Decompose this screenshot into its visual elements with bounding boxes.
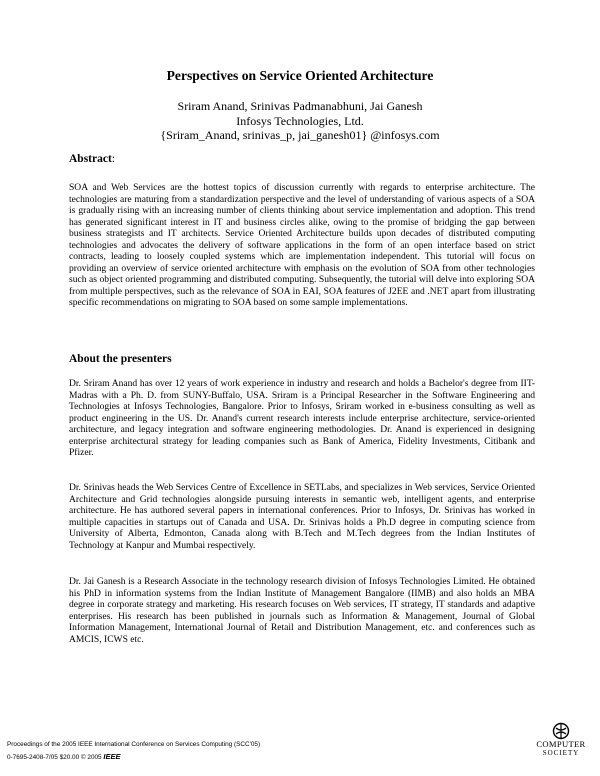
author-emails: {Sriram_Anand, srinivas_p, jai_ganesh01} @infosys.com xyxy=(160,128,440,142)
computer-society-logo xyxy=(528,722,594,757)
presenter-paragraph-ganesh: Dr. Jai Ganesh is a Research Associate in the technology research division of Infosys Technologies Limited. He obtained his PhD in information systems from the Indian Institute of Management Bangalore (IIMB) and also holds an MBA degree in corporate strategy and marketing. His research focuses on Web services, IT strategy, IT standards and adaptive enterprises. His research has been published in journals such as Information & Management, Journal of Global Information Management, International Journal of Retail and Distribution Management, etc. and conferences such as AMCIS, ICWS etc. xyxy=(69,576,535,645)
footer-isbn: 0-7695-2408-7/05 $20.00 © 2005 xyxy=(7,754,102,761)
logo-society: SOCIETY xyxy=(542,749,580,757)
author-block xyxy=(0,99,600,143)
presenters-heading: About the presenters xyxy=(69,353,172,365)
computer-society-emblem-icon xyxy=(552,722,570,740)
logo-computer: COMPUTER xyxy=(536,739,586,749)
paper-title: Perspectives on Service Oriented Architecture xyxy=(166,68,434,83)
footer-copyright-line xyxy=(7,752,120,761)
abstract-heading-colon: : xyxy=(111,153,115,165)
footer-ieee: IEEE xyxy=(103,752,121,761)
presenter-paragraph-anand: Dr. Sriram Anand has over 12 years of work experience in industry and research and holds a Bachelor's degree from IIT-Madras with a Ph. D. from SUNY-Buffalo, USA. Sriram is a Principal Researcher in the Software Engineering and Technologies at Infosys Technologies, Bangalore. Prior to Infosys, Sriram worked in e-business consulting as well as product engineering in the US. Dr. Anand's current research interests include enterprise architecture, service-oriented architecture, and legacy integration and software engineering methodologies. Dr. Anand is experienced in designing enterprise architectural strategy for leading companies such as Bank of America, Fidelity Investments, Citibank and Pfizer. xyxy=(69,378,535,459)
author-affiliation: Infosys Technologies, Ltd. xyxy=(236,113,364,128)
presenter-paragraph-srinivas: Dr. Srinivas heads the Web Services Centre of Excellence in SETLabs, and specializes in Web services, Service Oriented Architecture and Grid technologies alongside pursuing interests in semantic web, intelligent agents, and enterprise architecture. He has authored several papers in international conferences. Prior to Infosys, Dr. Srinivas has worked in multiple capacities in startups out of Canada and USA. Dr. Srinivas holds a Ph.D degree in computing science from University of Alberta, Edmonton, Canada along with B.Tech and M.Tech degrees from the Indian Institutes of Technology at Kanpur and Mumbai respectively. xyxy=(69,482,535,551)
footer-proceedings: Proceedings of the 2005 IEEE International Conference on Services Computing (SCC'05) xyxy=(7,741,261,748)
abstract-body: SOA and Web Services are the hottest topics of discussion currently with regards to enterprise architecture. The technologies are maturing from a standardization perspective and the level of understanding of various aspects of a SOA is gradually rising with an increasing number of clients thinking about service implementation and adoption. This trend has generated significant interest in IT and business circles alike, owing to the promise of bridging the gap between business strategists and IT architects. Service Oriented Architecture builds upon decades of distributed computing technologies and advocates the delivery of software applications in the form of an open interface based on strict contracts, leading to loosely coupled systems which are implementation independent. This tutorial will focus on providing an overview of service oriented architecture with emphasis on the evolution of SOA from other technologies such as object oriented programming and distributed computing. Subsequently, the tutorial will delve into exploring SOA from multiple perspectives, such as the relevance of SOA in EAI, SOA features of J2EE and .NET apart from illustrating specific recommendations on migrating to SOA based on some sample implementations. xyxy=(69,182,535,309)
author-names: Sriram Anand, Srinivas Padmanabhuni, Jai Ganesh xyxy=(177,99,423,113)
abstract-heading-text: Abstract xyxy=(69,153,112,165)
abstract-heading xyxy=(69,153,115,165)
